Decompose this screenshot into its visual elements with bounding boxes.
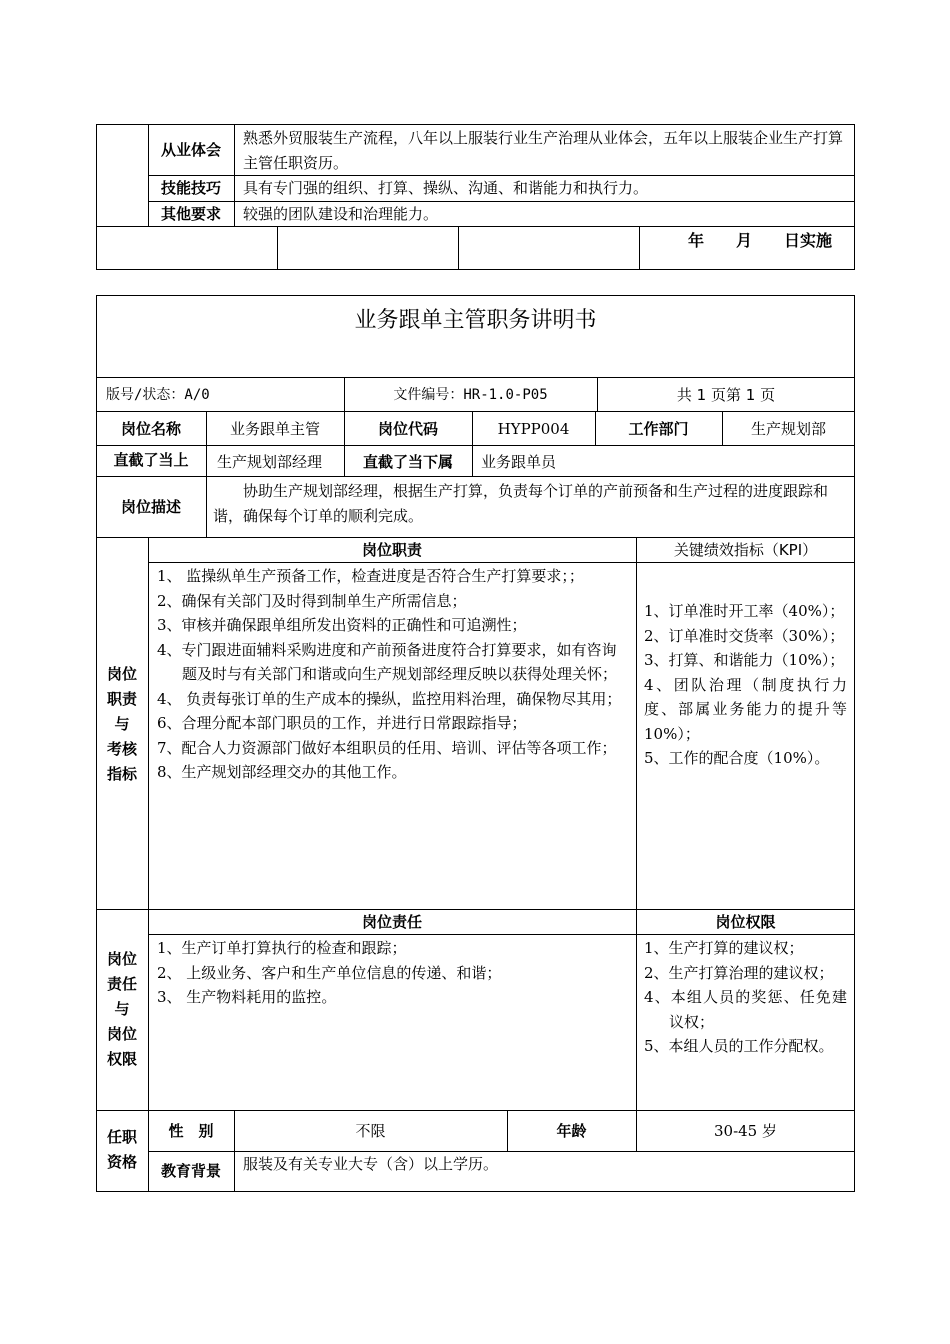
list-item: 2、生产打算治理的建议权； <box>644 963 834 982</box>
subordinate-label: 直截了当下属 <box>362 453 453 471</box>
position-code-value: HYPP004 <box>497 420 570 438</box>
department-value: 生产规划部 <box>750 420 826 438</box>
authority-header: 岗位权限 <box>715 913 776 931</box>
list-item: 6、合理分配本部门职员的工作，并进行日常跟踪指导； <box>157 714 527 732</box>
list-item: 3、打算、和谐能力（10%）； <box>644 651 845 669</box>
age-label: 年龄 <box>556 1122 587 1140</box>
file-number: 文件编号：HR-1.0-P05 <box>393 387 548 403</box>
list-item: 1、生产打算的建议权； <box>644 939 804 957</box>
list-item: 4、团队治理（制度执行力度、部属业务能力的提升等 10%）； <box>644 675 847 743</box>
kpi-list <box>644 599 847 771</box>
list-item: 8、生产规划部经理交办的其他工作。 <box>157 763 407 781</box>
list-item: 1、生产订单打算执行的检查和跟踪； <box>157 939 407 957</box>
gender-label: 性 别 <box>168 1122 214 1140</box>
page-count: 共 1 页第 1 页 <box>676 386 776 404</box>
list-item: 1、 监操纵单生产预备工作，检查进度是否符合生产打算要求；； <box>157 567 584 585</box>
list-item: 1、订单准时开工率（40%）； <box>644 602 845 620</box>
education-label: 教育背景 <box>160 1162 221 1180</box>
duties-list <box>157 564 627 785</box>
description-label: 岗位描述 <box>120 498 181 516</box>
list-item: 5、工作的配合度（10%）。 <box>644 749 830 767</box>
subordinate-value: 业务跟单员 <box>481 453 557 471</box>
responsibility-side-label: 岗位 责任 与 岗位 权限 <box>106 950 137 1068</box>
superior-value: 生产规划部经理 <box>217 453 323 471</box>
duties-side-label: 岗位 职责 与 考核 指标 <box>106 665 137 783</box>
experience-value: 熟悉外贸服装生产流程，八年以上服装行业生产治理从业体会，五年以上服装企业生产打算主管任职资历。 <box>243 129 844 172</box>
list-item: 2、订单准时交货率（30%）； <box>644 626 845 645</box>
list-item: 5、本组人员的工作分配权。 <box>644 1037 834 1055</box>
responsibility-header: 岗位责任 <box>361 913 422 931</box>
list-item: 4、本组人员的奖惩、任免建议权； <box>644 988 847 1031</box>
other-label: 其他要求 <box>160 205 221 223</box>
list-item: 4、 负责每张订单的生产成本的操纵，监控用料治理，确保物尽其用； <box>157 689 622 708</box>
duties-header: 岗位职责 <box>361 541 422 559</box>
gender-value: 不限 <box>355 1122 386 1140</box>
description-value: 协助生产规划部经理，根据生产打算，负责每个订单的产前预备和生产过程的进度跟踪和谐，确保每个订单的顺利完成。 <box>213 482 829 525</box>
other-value: 较强的团队建设和治理能力。 <box>243 205 439 223</box>
list-item: 3、 生产物料耗用的监控。 <box>157 988 337 1006</box>
kpi-header: 关键绩效指标（KPI） <box>673 541 818 559</box>
experience-label: 从业体会 <box>160 141 221 159</box>
position-name-label: 岗位名称 <box>120 420 181 438</box>
list-item: 3、审核并确保跟单组所发出资料的正确性和可追溯性； <box>157 616 527 634</box>
list-item: 2、确保有关部门及时得到制单生产所需信息； <box>157 591 467 610</box>
skills-value: 具有专门强的组织、打算、操纵、沟通、和谐能力和执行力。 <box>243 179 649 197</box>
list-item: 2、 上级业务、客户和生产单位信息的传递、和谐； <box>157 963 502 982</box>
department-label: 工作部门 <box>628 420 689 438</box>
page-title: 业务跟单主管职务讲明书 <box>354 308 597 333</box>
position-name-value: 业务跟单主管 <box>229 420 320 438</box>
list-item: 7、配合人力资源部门做好本组职员的任用、培训、评估等各项工作； <box>157 738 617 757</box>
responsibility-list <box>157 936 627 1010</box>
skills-label: 技能技巧 <box>160 179 221 197</box>
implement-date: 年 月 日实施 <box>688 231 833 250</box>
position-code-label: 岗位代码 <box>377 420 438 438</box>
list-item: 4、专门跟进面辅料采购进度和产前预备进度符合打算要求，如有咨询题及时与有关部门和谐或向生产规划部经理反映以获得处理关怀； <box>157 640 618 683</box>
education-value: 服装及有关专业大专（含）以上学历。 <box>243 1155 499 1173</box>
qualification-side-label: 任职 资格 <box>106 1128 137 1171</box>
superior-label: 直截了当上 <box>113 451 189 469</box>
age-value: 30-45 岁 <box>713 1122 777 1140</box>
authority-list <box>644 936 847 1059</box>
version-status: 版号/状态：A/0 <box>106 387 210 403</box>
